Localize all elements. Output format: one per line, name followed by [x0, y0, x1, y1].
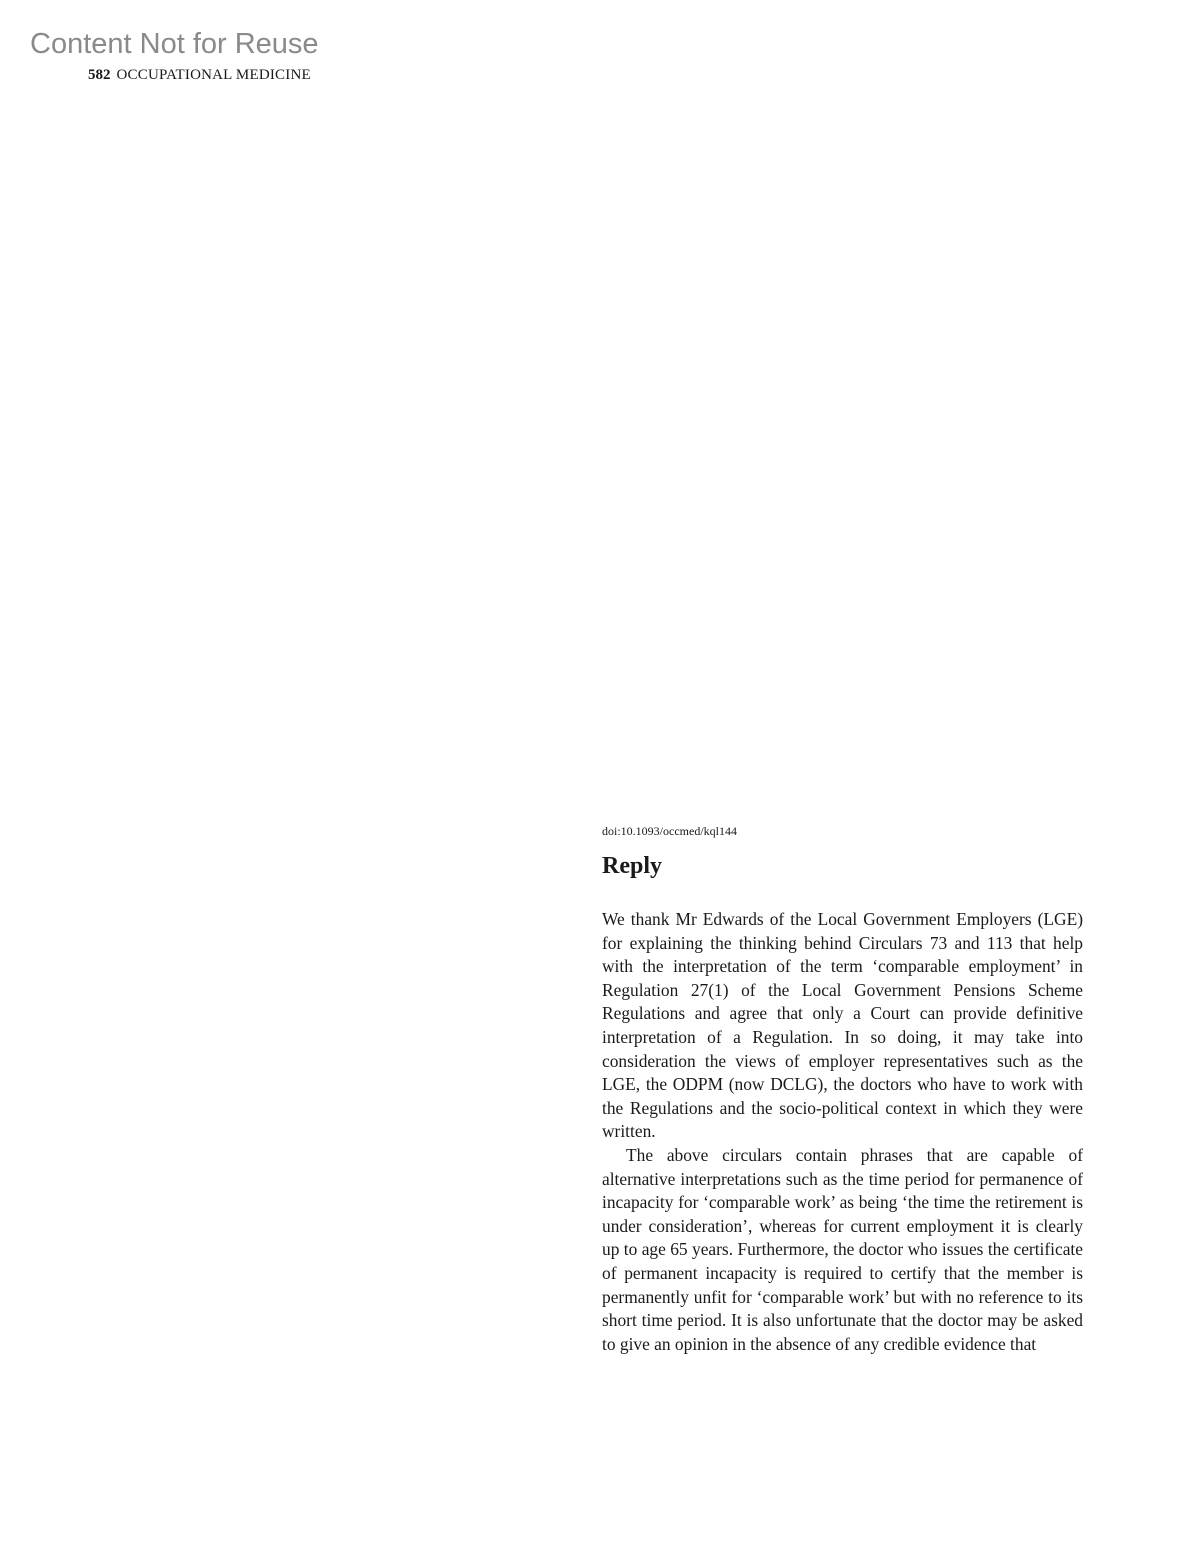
paragraph: We thank Mr Edwards of the Local Government Employers (LGE) for explaining the thinking behind Circulars 73 and 113 that help with the interpretation of the term ‘comparable employment’ in Regulation 27(1) of the Local Government Pensions Scheme Regulations and agree that only a Court can provide definitive interpretation of a Regulation. In so doing, it may take into consideration the views of employer representatives such as the LGE, the ODPM (now DCLG), the doctors who have to work with the Regulations and the socio-political context in which they were written. [602, 909, 1083, 1142]
doi: doi:10.1093/occmed/kql144 [602, 824, 737, 838]
watermark: Content Not for Reuse [30, 28, 319, 60]
paragraph: The above circulars contain phrases that are capable of alternative interpretations such as the time period for permanence of incapacity for ‘comparable work’ as being ‘the time the retirement is under consideration’, whereas for current employment it is clearly up to age 65 years. Furthermore, the doctor who issues the certificate of permanent incapacity is required to certify that the member is permanently unfit for ‘comparable work’ but with no reference to its short time period. It is also unfortunate that the doctor may be asked to give an opinion in the absence of any credible evidence that [602, 1144, 1083, 1354]
article [602, 822, 1083, 1356]
page-number: 582 [88, 67, 111, 83]
journal-name: OCCUPATIONAL MEDICINE [116, 67, 311, 83]
running-head [88, 67, 311, 84]
article-body [602, 908, 1083, 1356]
article-title: Reply [602, 853, 662, 879]
